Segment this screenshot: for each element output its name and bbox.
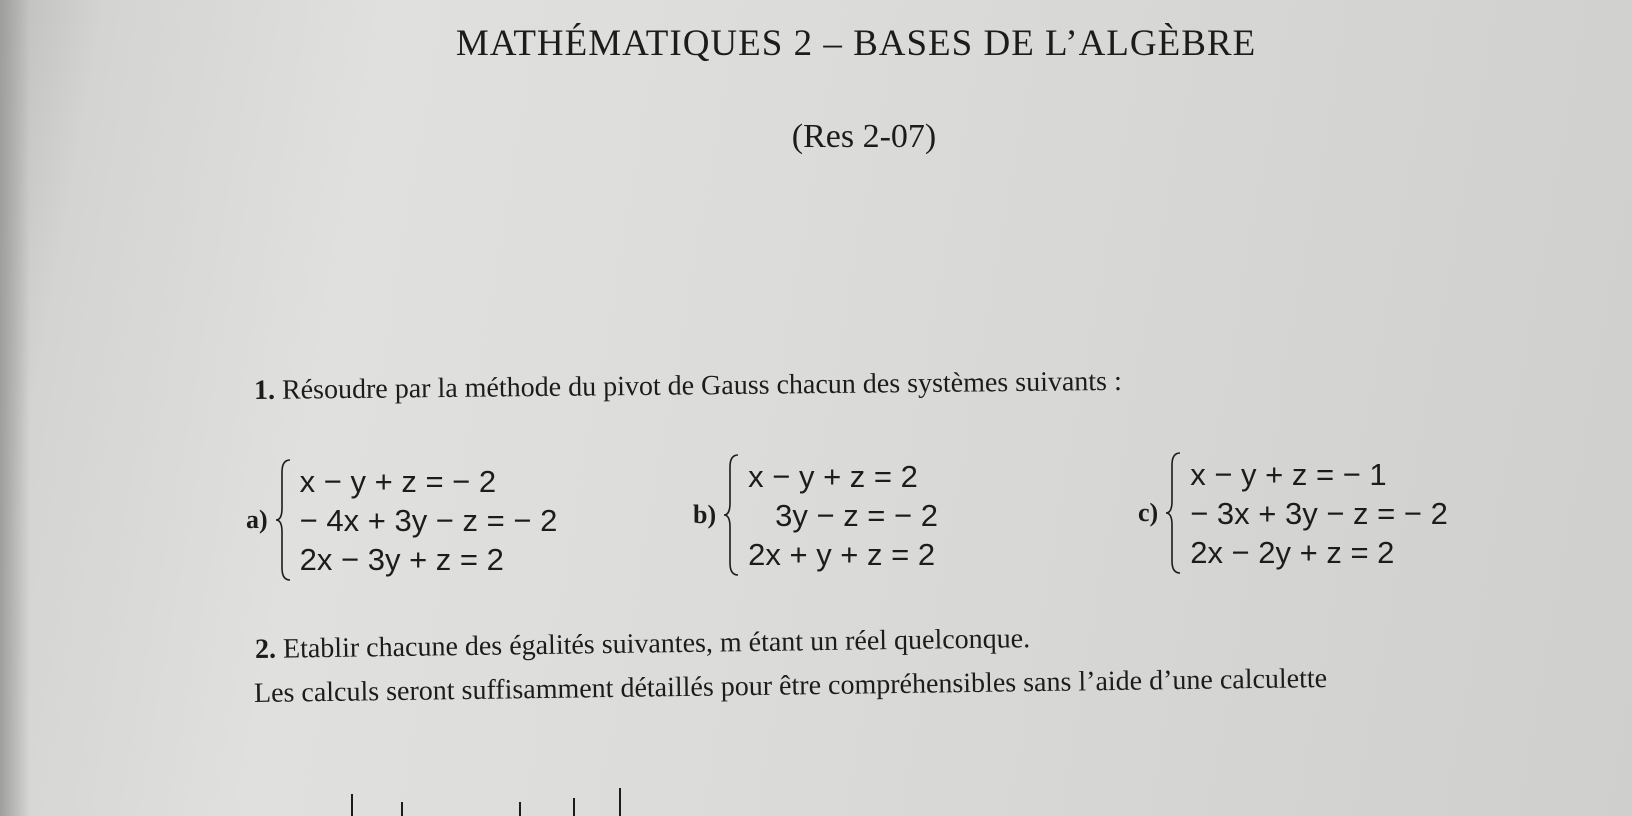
- system-c-equation-1: x − y + z = − 1: [1190, 456, 1387, 492]
- question-2-text: Etablir chacune des égalités suivantes, m étant un réel quelconque.: [275, 623, 1031, 665]
- question-1-number: 1.: [253, 374, 276, 406]
- system-c-equation-3: 2x − 2y + z = 2: [1190, 534, 1395, 570]
- page-edge-shadow: [0, 0, 30, 816]
- document-title: MATHÉMATIQUES 2 – BASES DE L’ALGÈBRE: [455, 23, 1257, 64]
- system-c-equations: [1190, 455, 1448, 572]
- system-b-label: b): [693, 500, 717, 529]
- question-1-text: Résoudre par la méthode du pivot de Gauss chacun des systèmes suivants :: [274, 365, 1122, 406]
- system-b: [693, 453, 938, 577]
- system-c-label: c): [1138, 498, 1159, 527]
- system-a: [246, 458, 557, 582]
- system-b-equation-1: x − y + z = 2: [748, 458, 918, 494]
- question-2-note: Les calculs seront suffisamment détaillés pour être compréhensibles sans l’aide d’une calculette: [253, 663, 1328, 709]
- system-b-equations: [748, 457, 938, 574]
- system-a-label: a): [246, 505, 268, 534]
- system-c-equation-2: − 3x + 3y − z = − 2: [1190, 495, 1448, 531]
- question-2-number: 2.: [254, 633, 277, 665]
- system-a-equation-2: − 4x + 3y − z = − 2: [299, 502, 558, 538]
- system-c: [1138, 451, 1448, 575]
- question-2: [255, 623, 1031, 666]
- system-a-brace: [274, 458, 292, 582]
- system-b-brace: [722, 453, 740, 577]
- system-b-equation-3: 2x + y + z = 2: [748, 536, 936, 572]
- system-a-equation-3: 2x − 3y + z = 2: [299, 541, 504, 577]
- cut-off-formula-marks: [330, 786, 630, 816]
- system-c-brace: [1164, 451, 1182, 575]
- question-1: [254, 366, 1122, 407]
- system-a-equation-1: x − y + z = − 2: [299, 463, 497, 499]
- document-subtitle: (Res 2-07): [791, 118, 937, 155]
- system-b-equation-2: 3y − z = − 2: [775, 497, 938, 533]
- system-a-equations: [300, 462, 558, 579]
